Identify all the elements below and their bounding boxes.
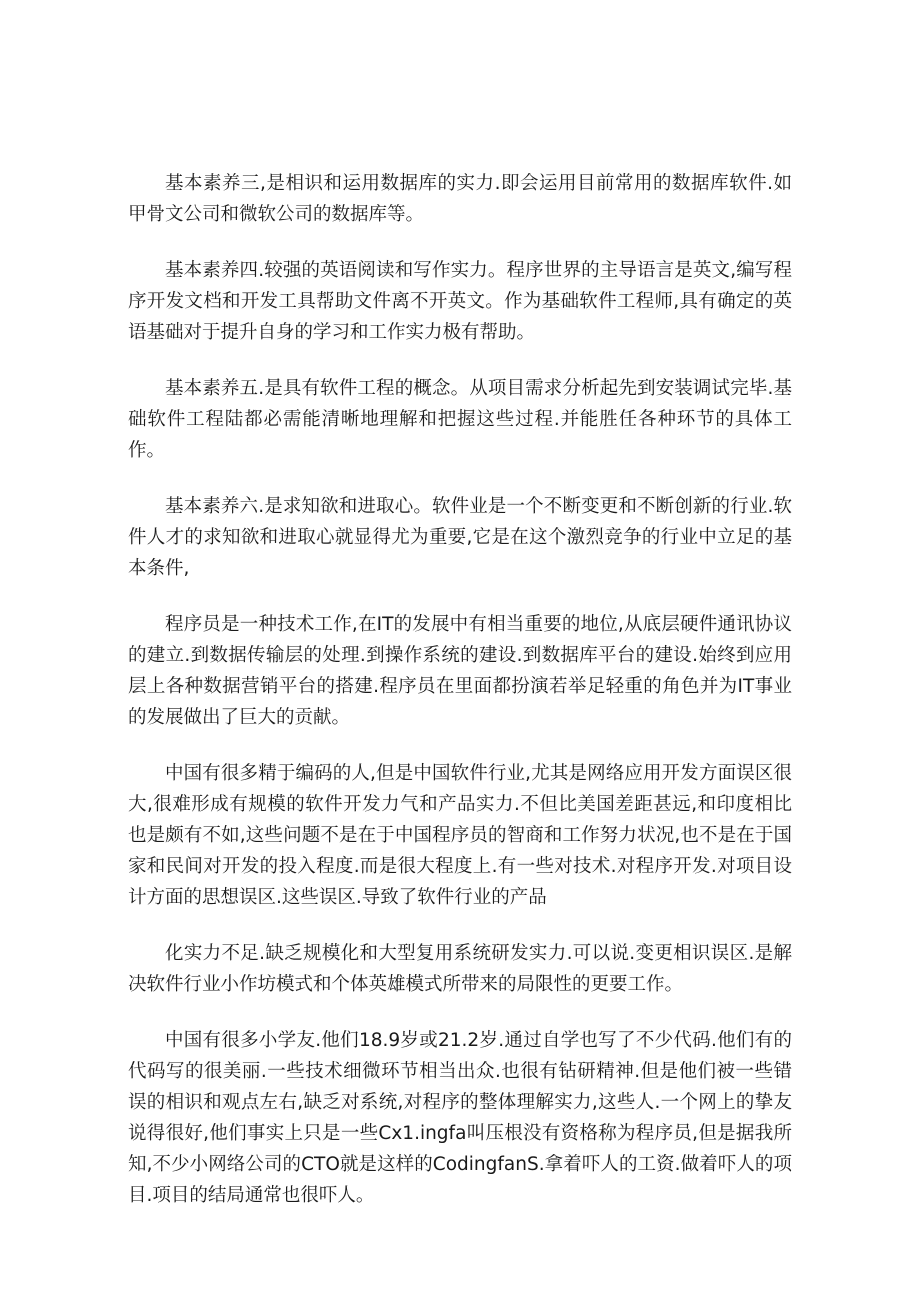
paragraph-2: 基本素养四.较强的英语阅读和写作实力。程序世界的主导语言是英文,编写程序开发文档和开发工具帮助文件离不开英文。作为基础软件工程师,具有确定的英语基础对于提升自身的学习和工作实力极有帮助。	[128, 260, 792, 343]
paragraph-6: 中国有很多精于编码的人,但是中国软件行业,尤其是网络应用开发方面误区很大,很难形成有规模的软件开发力气和产品实力.不但比美国差距甚远,和印度相比也是颇有不如,这些问题不是在于中国程序员的智商和工作努力状况,也不是在于国家和民间对开发的投入程度.而是很大程度上.有一些对技术.对程序开发.对项目设计方面的思想误区.这些误区.导致了软件行业的产品	[128, 763, 792, 908]
document-body	[128, 168, 792, 1236]
paragraph-8: 中国有很多小学友.他们18.9岁或21.2岁.通过自学也写了不少代码.他们有的代码写的很美丽.一些技术细微环节相当出众.也很有钻研精神.但是他们被一些错误的相识和观点左右,缺乏对系统,对程序的整体理解实力,这些人.一个网上的挚友说得很好,他们事实上只是一些Cx1.ingfa叫压根没有资格称为程序员,但是据我所知,不少小网络公司的CTO就是这样的CodingfanS.拿着吓人的工资.做着吓人的项目.项目的结局通常也很吓人。	[128, 1030, 792, 1206]
paragraph-3: 基本素养五.是具有软件工程的概念。从项目需求分析起先到安装调试完毕.基础软件工程陆都必需能清晰地理解和把握这些过程.并能胜任各种环节的具体工作。	[128, 378, 792, 461]
paragraph-7: 化实力不足.缺乏规模化和大型复用系统研发实力.可以说.变更相识误区.是解决软件行业小作坊模式和个体英雄模式所带来的局限性的更要工作。	[128, 943, 792, 995]
paragraph-1: 基本素养三,是相识和运用数据库的实力.即会运用目前常用的数据库软件.如甲骨文公司和微软公司的数据库等。	[128, 173, 792, 225]
paragraph-5: 程序员是一种技术工作,在IT的发展中有相当重要的地位,从底层硬件通讯协议的建立.到数据传输层的处理.到操作系统的建设.到数据库平台的建设.始终到应用层上各种数据营销平台的搭建.程序员在里面都扮演若举足轻重的角色并为IT事业的发展做出了巨大的贡献。	[128, 614, 792, 728]
paragraph-4: 基本素养六.是求知欲和进取心。软件业是一个不断变更和不断创新的行业.软件人才的求知欲和进取心就显得尤为重要,它是在这个激烈竞争的行业中立足的基本条件,	[128, 496, 792, 579]
